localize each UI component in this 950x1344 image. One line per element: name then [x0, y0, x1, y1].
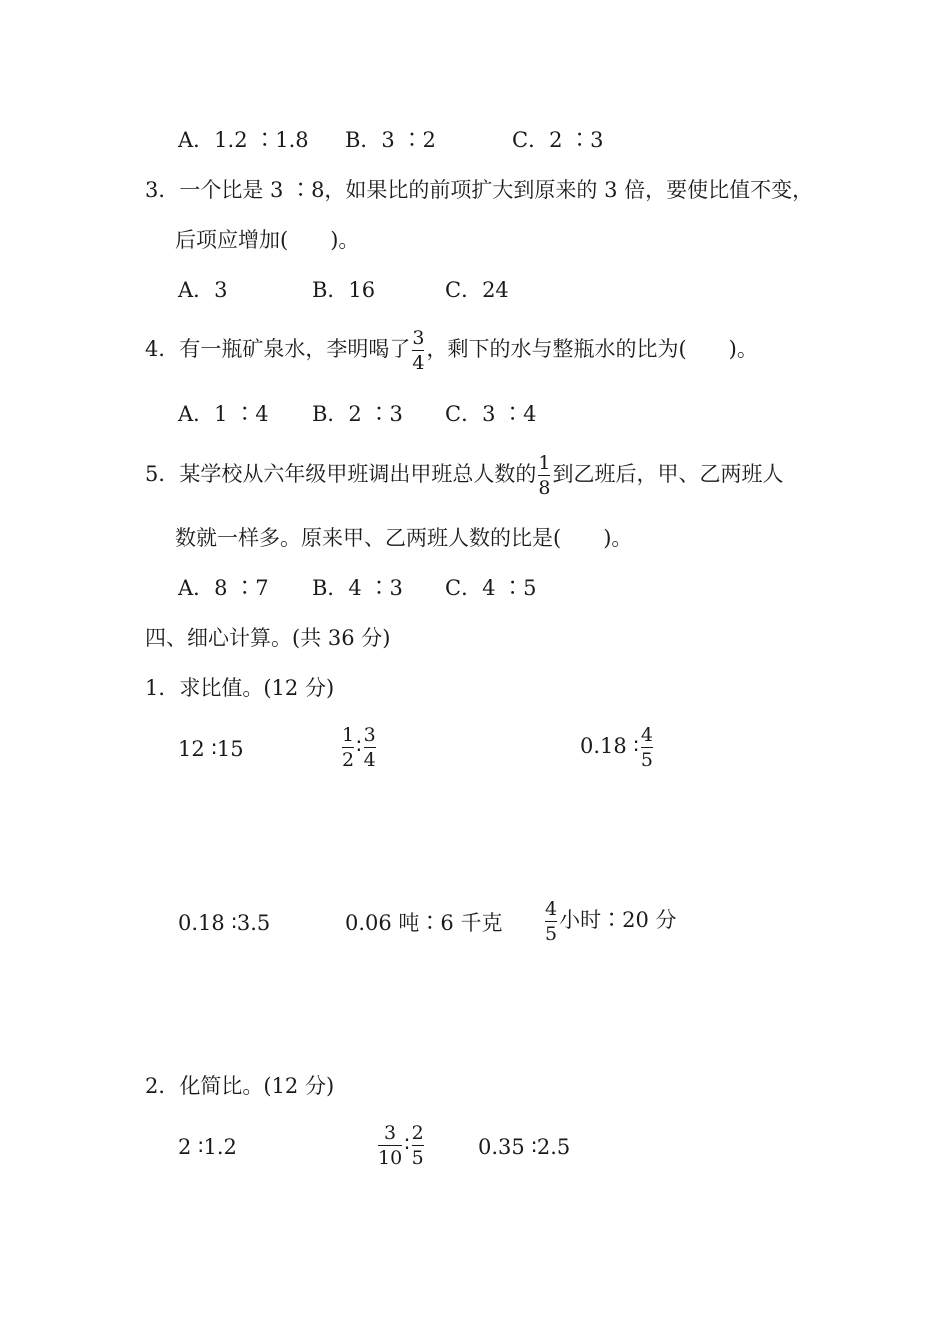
part2-expr3: 0.35 ∶2.5: [478, 1135, 571, 1159]
fraction-bar: [364, 747, 376, 748]
part1-expr1: 12 ∶15: [178, 737, 244, 761]
frac-den: 4: [363, 749, 376, 771]
q3-line1: 3．一个比是 3 ∶8，如果比的前项扩大到原来的 3 倍，要使比值不变，: [145, 178, 814, 202]
expr-suffix: 小时∶20 分: [559, 908, 677, 932]
q4-suffix: ，剩下的水与整瓶水的比为( )。: [426, 337, 758, 361]
q3-option-a: A．3: [178, 278, 228, 302]
q3-option-b: B．16: [312, 278, 376, 302]
fraction: [641, 724, 653, 771]
frac-num: 3: [384, 1122, 397, 1144]
section4-title: 四、细心计算。(共 36 分): [145, 626, 391, 650]
frac-den: 10: [378, 1147, 403, 1169]
fraction-bar: [412, 1145, 424, 1146]
q5-option-b: B．4 ∶3: [312, 576, 403, 600]
q2-option-b: B．3 ∶2: [345, 128, 436, 152]
fraction: [364, 724, 376, 771]
frac-den: 5: [411, 1147, 424, 1169]
frac-den: 2: [342, 749, 355, 771]
part1-expr3: [580, 724, 655, 771]
frac-num: 2: [411, 1122, 424, 1144]
part1-expr6: [543, 898, 677, 945]
fraction-bar: [378, 1145, 402, 1146]
fraction-bar: [412, 350, 424, 351]
q5-fraction: [538, 452, 550, 499]
q5-option-c: C．4 ∶5: [445, 576, 537, 600]
frac-num: 4: [545, 898, 558, 920]
fraction-bar: [545, 921, 557, 922]
fraction-bar: [538, 475, 550, 476]
q4-option-c: C．3 ∶4: [445, 402, 537, 426]
q5-frac-den: 8: [538, 477, 551, 499]
ratio-colon: ∶: [356, 734, 362, 758]
q5-suffix: 到乙班后，甲、乙两班人: [552, 462, 784, 486]
fraction: [378, 1122, 402, 1169]
frac-den: 5: [545, 923, 558, 945]
part1-expr4: 0.18 ∶3.5: [178, 911, 271, 935]
expr-prefix: 0.18 ∶: [580, 734, 639, 758]
frac-den: 5: [640, 749, 653, 771]
q4-question: [145, 327, 758, 374]
q3-line2: 后项应增加( )。: [175, 228, 360, 252]
q5-option-a: A．8 ∶7: [178, 576, 269, 600]
q2-option-a: A．1.2 ∶1.8: [178, 128, 309, 152]
q4-prefix: 4．有一瓶矿泉水，李明喝了: [145, 337, 411, 361]
q4-frac-num: 3: [412, 327, 425, 349]
part1-title: 1．求比值。(12 分): [145, 676, 335, 700]
frac-num: 4: [640, 724, 653, 746]
q4-fraction: [412, 327, 424, 374]
part2-expr1: 2 ∶1.2: [178, 1135, 237, 1159]
q2-option-c: C．2 ∶3: [512, 128, 604, 152]
part2-title: 2．化简比。(12 分): [145, 1074, 335, 1098]
q5-frac-num: 1: [538, 452, 551, 474]
frac-num: 1: [342, 724, 355, 746]
fraction: [412, 1122, 424, 1169]
part1-expr2: [340, 724, 378, 771]
q4-option-a: A．1 ∶4: [178, 402, 269, 426]
q5-line2: 数就一样多。原来甲、乙两班人数的比是( )。: [175, 526, 633, 550]
fraction-bar: [641, 747, 653, 748]
frac-num: 3: [363, 724, 376, 746]
fraction: [342, 724, 354, 771]
q5-prefix: 5．某学校从六年级甲班调出甲班总人数的: [145, 462, 537, 486]
q3-option-c: C．24: [445, 278, 509, 302]
fraction-bar: [342, 747, 354, 748]
fraction: [545, 898, 557, 945]
q4-frac-den: 4: [412, 352, 425, 374]
part1-expr5: 0.06 吨∶6 千克: [345, 911, 503, 935]
q5-line1: [145, 452, 783, 499]
part2-expr2: [376, 1122, 426, 1169]
ratio-colon: ∶: [404, 1132, 410, 1156]
q4-option-b: B．2 ∶3: [312, 402, 403, 426]
